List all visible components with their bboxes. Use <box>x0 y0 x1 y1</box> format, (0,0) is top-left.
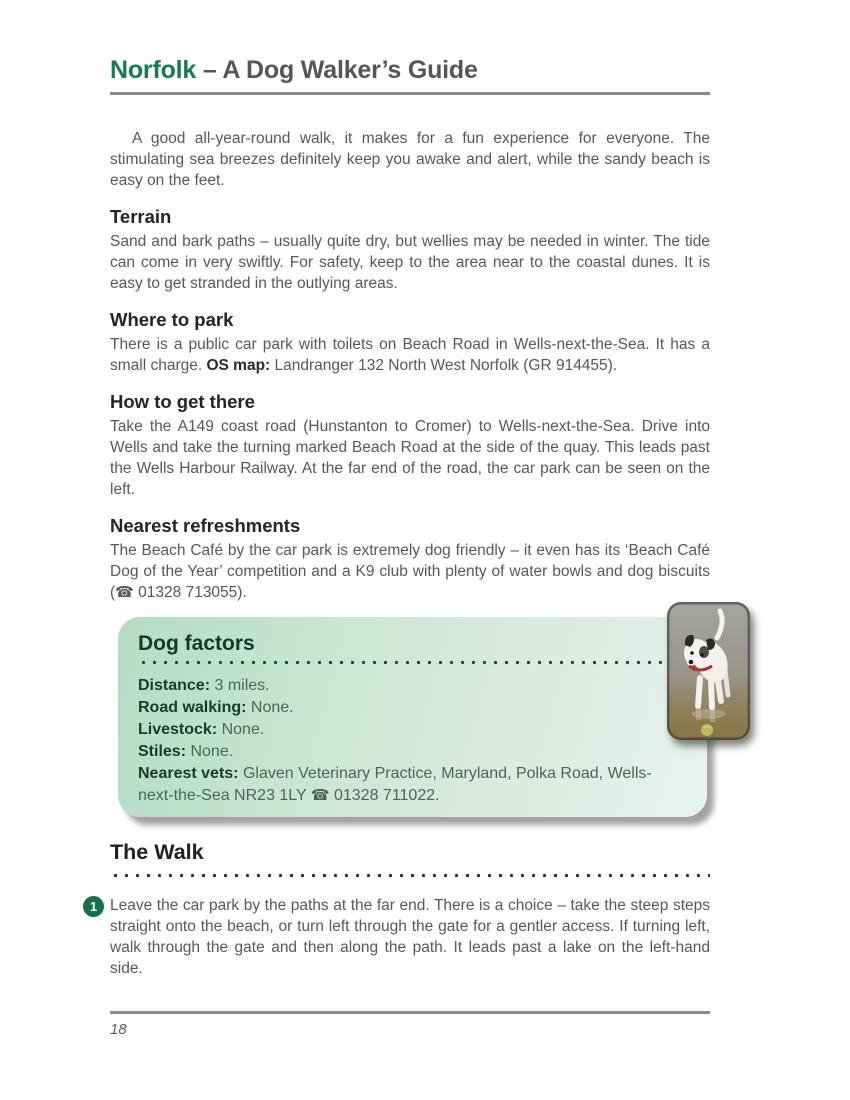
refreshments-text: The Beach Café by the car park is extremely dog friendly – it even has its ‘Beach Café Dog of the Year’ competition and a K9 club with plenty of water bowls and dog biscuits ( <box>110 542 710 601</box>
page-title-region: Norfolk <box>110 56 197 84</box>
parking-paragraph <box>110 334 710 376</box>
directions-paragraph: Take the A149 coast road (Hunstanton to Cromer) to Wells-next-the-Sea. Drive into Wells and take the turning marked Beach Road at the side of the quay. This leads past the Wells Harbour Railway. At the far end of the road, the car park can be seen on the left. <box>110 418 710 498</box>
factor-nearest-vets <box>138 763 687 807</box>
dotted-separator <box>138 660 687 665</box>
os-map-label: OS map: <box>206 357 271 374</box>
section-heading-where-to-park: Where to park <box>110 309 234 330</box>
page-number: 18 <box>110 1021 127 1038</box>
factor-stiles <box>138 741 687 763</box>
factor-nearest-vets-label: Nearest vets: <box>138 765 239 782</box>
intro-paragraph: A good all-year-round walk, it makes for a fun experience for everyone. The stimulating sea breezes definitely keep you awake and alert, while the sandy beach is easy on the feet. <box>110 130 710 189</box>
terrain-paragraph: Sand and bark paths – usually quite dry, but wellies may be needed in winter. The tide can come in very swiftly. For safety, keep to the area near to the coastal dunes. It is easy to get stranded in the outlying areas. <box>110 233 710 292</box>
refreshments-phone-number: 01328 713055). <box>133 584 247 601</box>
dog-photo-graphic <box>667 602 750 740</box>
factor-livestock <box>138 719 687 741</box>
factor-livestock-label: Livestock: <box>138 721 218 738</box>
factor-stiles-value: None. <box>186 743 234 760</box>
factor-distance-value: 3 miles. <box>210 677 270 694</box>
the-walk-heading: The Walk <box>110 840 204 864</box>
walk-step-1-text: Leave the car park by the paths at the far end. There is a choice – take the steep steps straight onto the beach, or turn left through the gate for a gentler access. If turning left, walk through the gate and then along the path. It leads past a lake on the left-hand side. <box>110 897 710 977</box>
dog-factors-panel <box>118 617 707 817</box>
guide-page <box>89 0 710 1038</box>
dog-photo <box>667 602 750 740</box>
section-heading-how-to-get-there: How to get there <box>110 391 255 412</box>
factor-livestock-value: None. <box>217 721 265 738</box>
section-heading-terrain: Terrain <box>110 206 172 227</box>
section-heading-nearest-refreshments: Nearest refreshments <box>110 515 301 536</box>
factor-road-walking-label: Road walking: <box>138 699 247 716</box>
page-title <box>110 56 710 85</box>
footer-rule <box>110 1011 710 1014</box>
os-map-value: Landranger 132 North West Norfolk (GR 914455). <box>270 357 618 374</box>
refreshments-paragraph <box>110 540 710 603</box>
phone-icon: ☎ <box>310 787 330 804</box>
factor-stiles-label: Stiles: <box>138 743 187 760</box>
factor-distance-label: Distance: <box>138 677 211 694</box>
phone-icon: ☎ <box>115 584 134 601</box>
dog-factors-title: Dog factors <box>138 632 255 655</box>
factor-road-walking-value: None. <box>246 699 294 716</box>
step-number-badge: 1 <box>83 896 104 917</box>
factor-distance <box>138 675 687 697</box>
parking-text: There is a public car park with toilets on Beach Road in Wells-next-the-Sea. It has a small charge. <box>110 336 710 374</box>
dog-factors-box <box>118 617 707 817</box>
factor-nearest-vets-phone-number: 01328 711022. <box>329 787 440 804</box>
factor-road-walking <box>138 697 687 719</box>
walk-step-1 <box>89 895 710 979</box>
factor-nearest-vets-value: Glaven Veterinary Practice, Maryland, Polka Road, Wells-next-the-Sea NR23 1LY <box>138 765 652 804</box>
title-rule <box>110 92 710 95</box>
dotted-separator <box>110 873 710 878</box>
page-title-rest: – A Dog Walker’s Guide <box>196 56 478 84</box>
